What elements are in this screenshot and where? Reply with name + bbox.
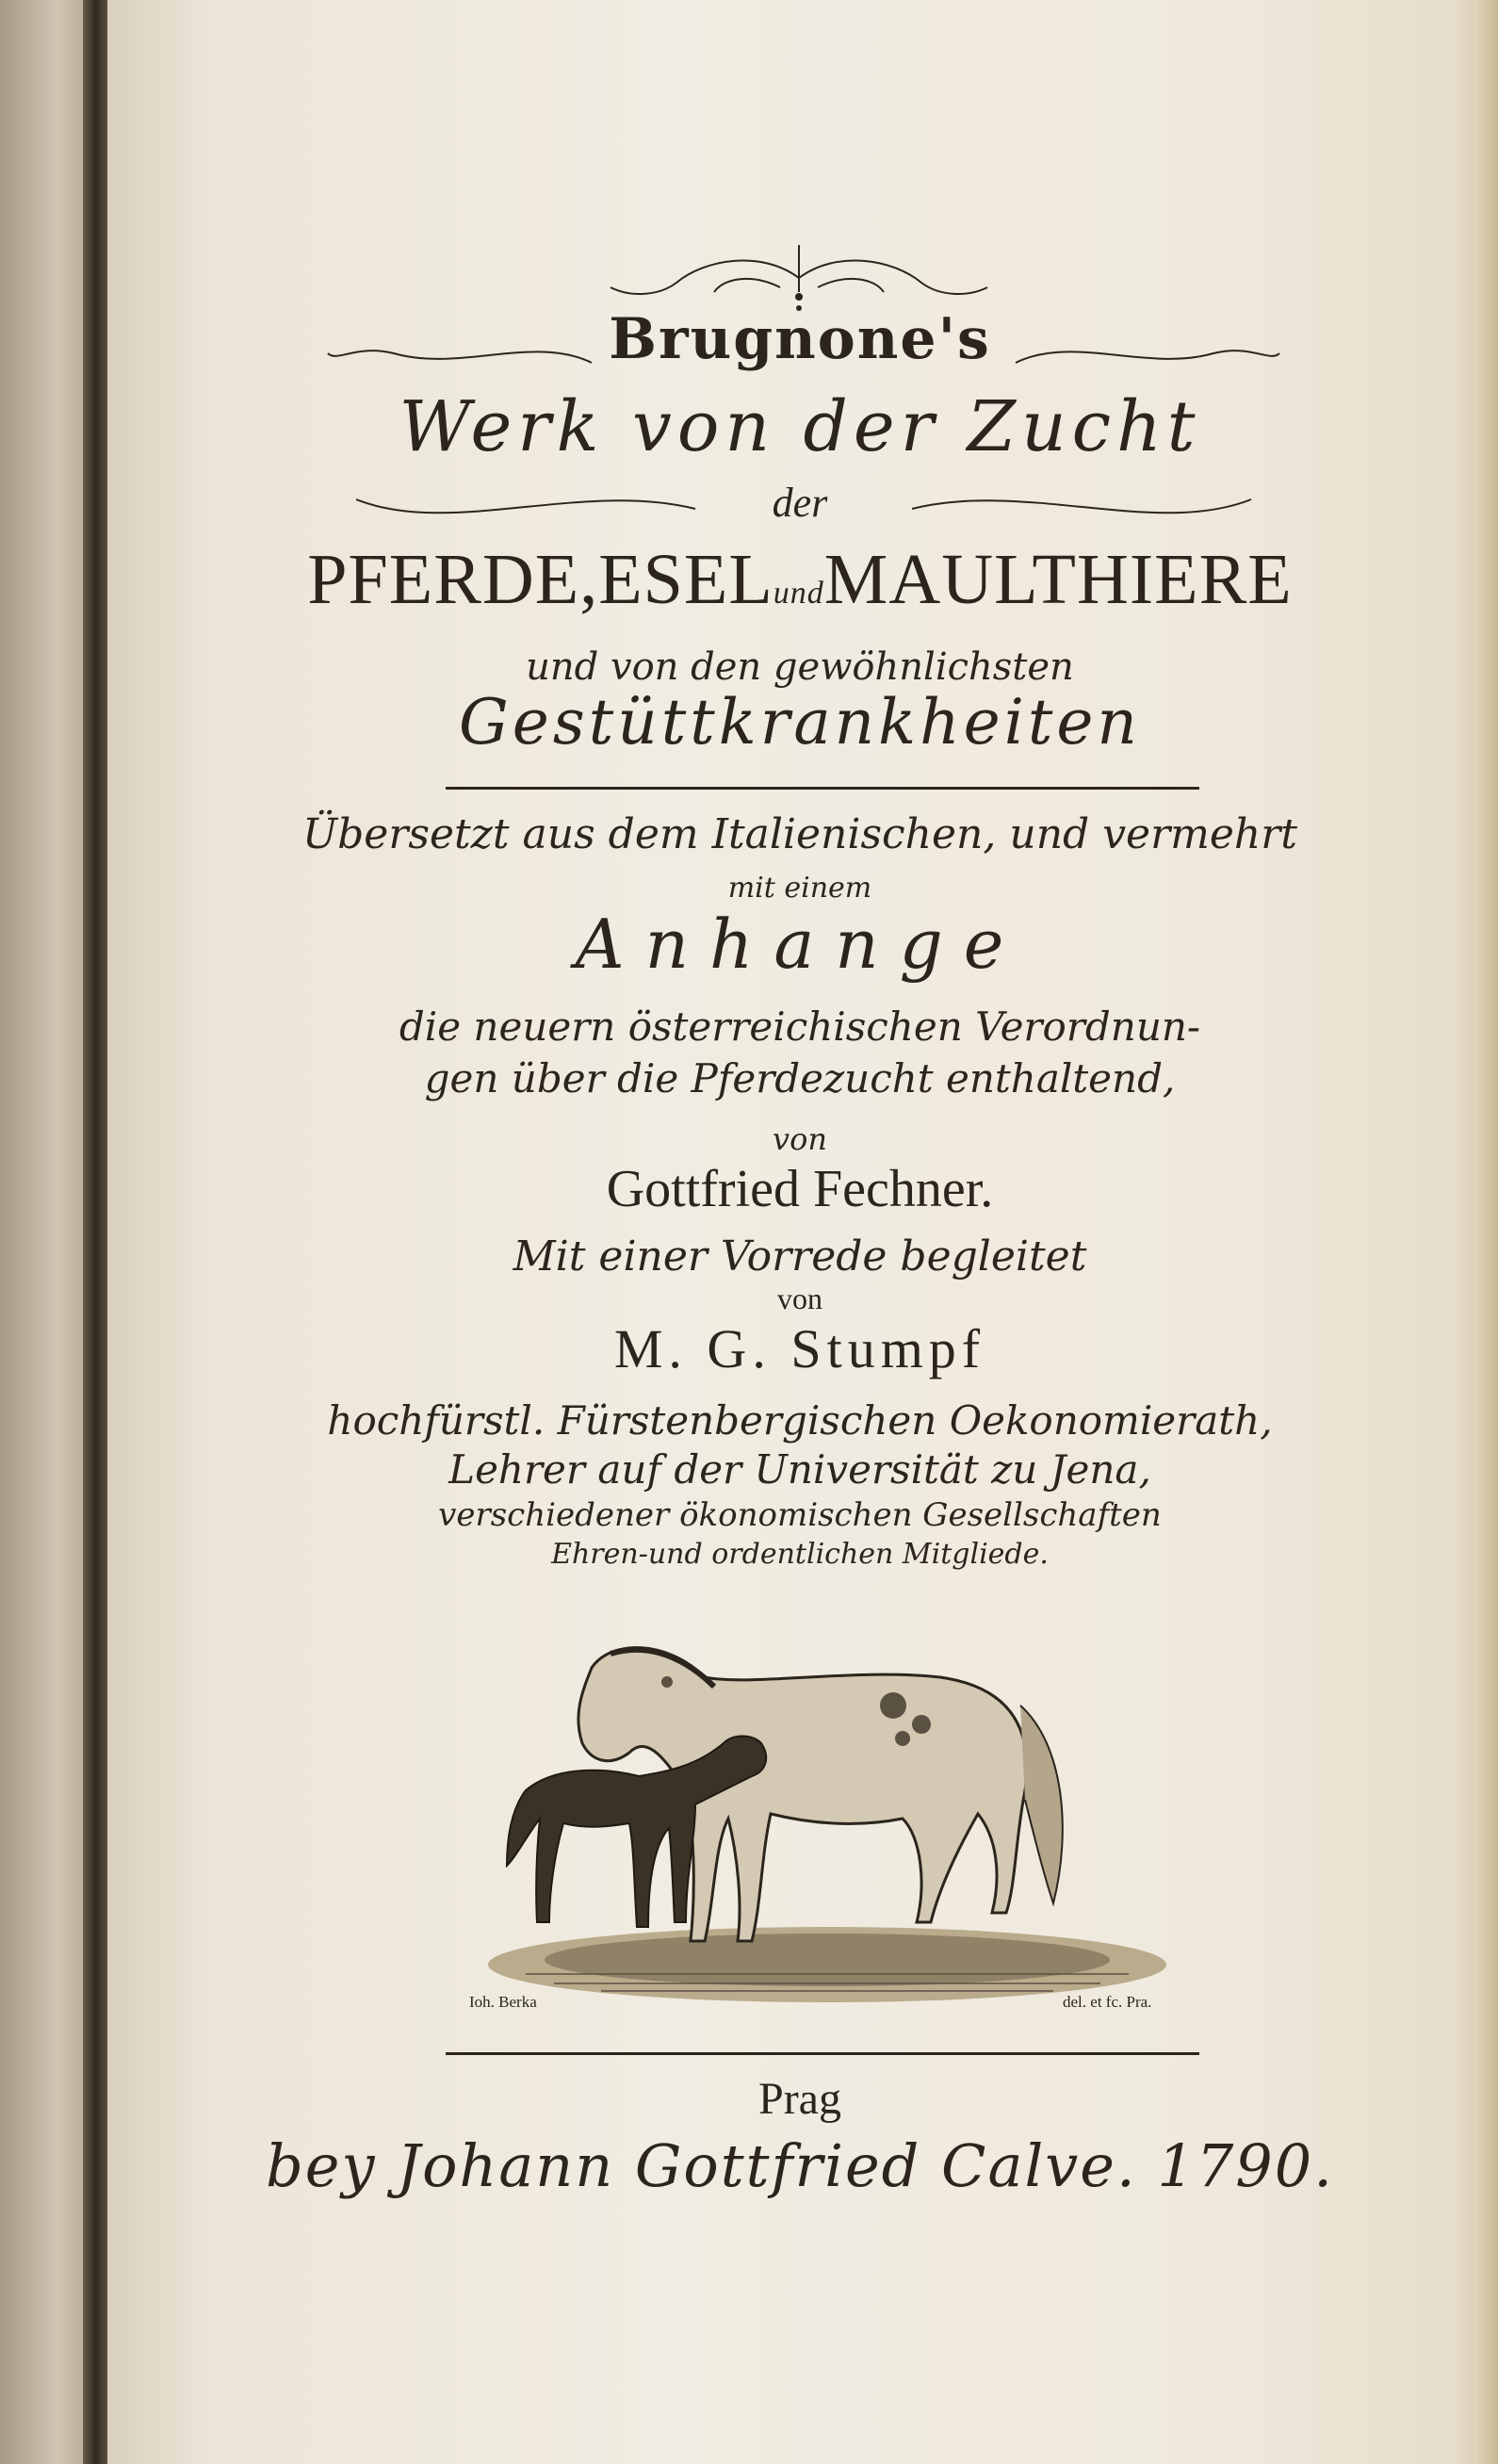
book-gutter	[83, 0, 107, 2464]
von-line-2: von	[777, 1281, 822, 1315]
mare-and-foal-engraving	[450, 1602, 1204, 2007]
engraving-credit-left: Ioh. Berka	[469, 1993, 537, 2011]
animals-end: MAULTHIERE	[823, 540, 1293, 619]
page-edge	[1474, 0, 1498, 2464]
von-line-1: von	[773, 1121, 827, 1157]
der-line: der	[772, 480, 828, 526]
subtitle-line1: und von den gewöhnlichsten	[526, 645, 1074, 689]
animals-line	[102, 539, 1498, 621]
translation-line: Übersetzt aus dem Italienischen, und vermehrt	[302, 810, 1297, 858]
und-small: und	[773, 576, 824, 611]
place-line: Prag	[758, 2074, 841, 2124]
anhange-line: Anhange	[575, 905, 1025, 984]
preface-author: M. G. Stumpf	[613, 1318, 986, 1379]
mit-einem-line: mit einem	[727, 872, 872, 905]
credentials-line2: Lehrer auf der Universität zu Jena,	[448, 1446, 1151, 1493]
author-possessive: Brugnone's	[609, 306, 991, 372]
top-ornament-icon	[592, 240, 1006, 316]
title-page	[102, 0, 1498, 2464]
credentials-line1: hochfürstl. Fürstenbergischen Oekonomierath,	[327, 1397, 1273, 1444]
work-line: Werk von der Zucht	[399, 386, 1201, 467]
divider-rule-bottom	[446, 2052, 1199, 2055]
flourish-left-icon	[318, 325, 601, 382]
preface-line: Mit einer Vorrede begleitet	[513, 1232, 1087, 1281]
subtitle-line2: Gestüttkrankheiten	[459, 686, 1141, 759]
appendix-line1: die neuern österreichischen Verordnun-	[399, 1004, 1201, 1050]
credentials-line4: Ehren-und ordentlichen Mitgliede.	[551, 1538, 1049, 1571]
credentials-line3: verschiedener ökonomischen Gesellschaften	[438, 1496, 1162, 1534]
divider-rule-top	[446, 787, 1199, 790]
engraving-credit-right: del. et fc. Pra.	[1063, 1993, 1152, 2011]
flourish-right-icon	[1006, 325, 1289, 382]
imprint-line: bey Johann Gottfried Calve. 1790.	[266, 2131, 1334, 2200]
animals-start: PFERDE,ESEL	[307, 540, 773, 619]
translator-name: Gottfried Fechner.	[606, 1160, 994, 1218]
appendix-line2: gen über die Pferdezucht enthaltend,	[424, 1055, 1176, 1101]
